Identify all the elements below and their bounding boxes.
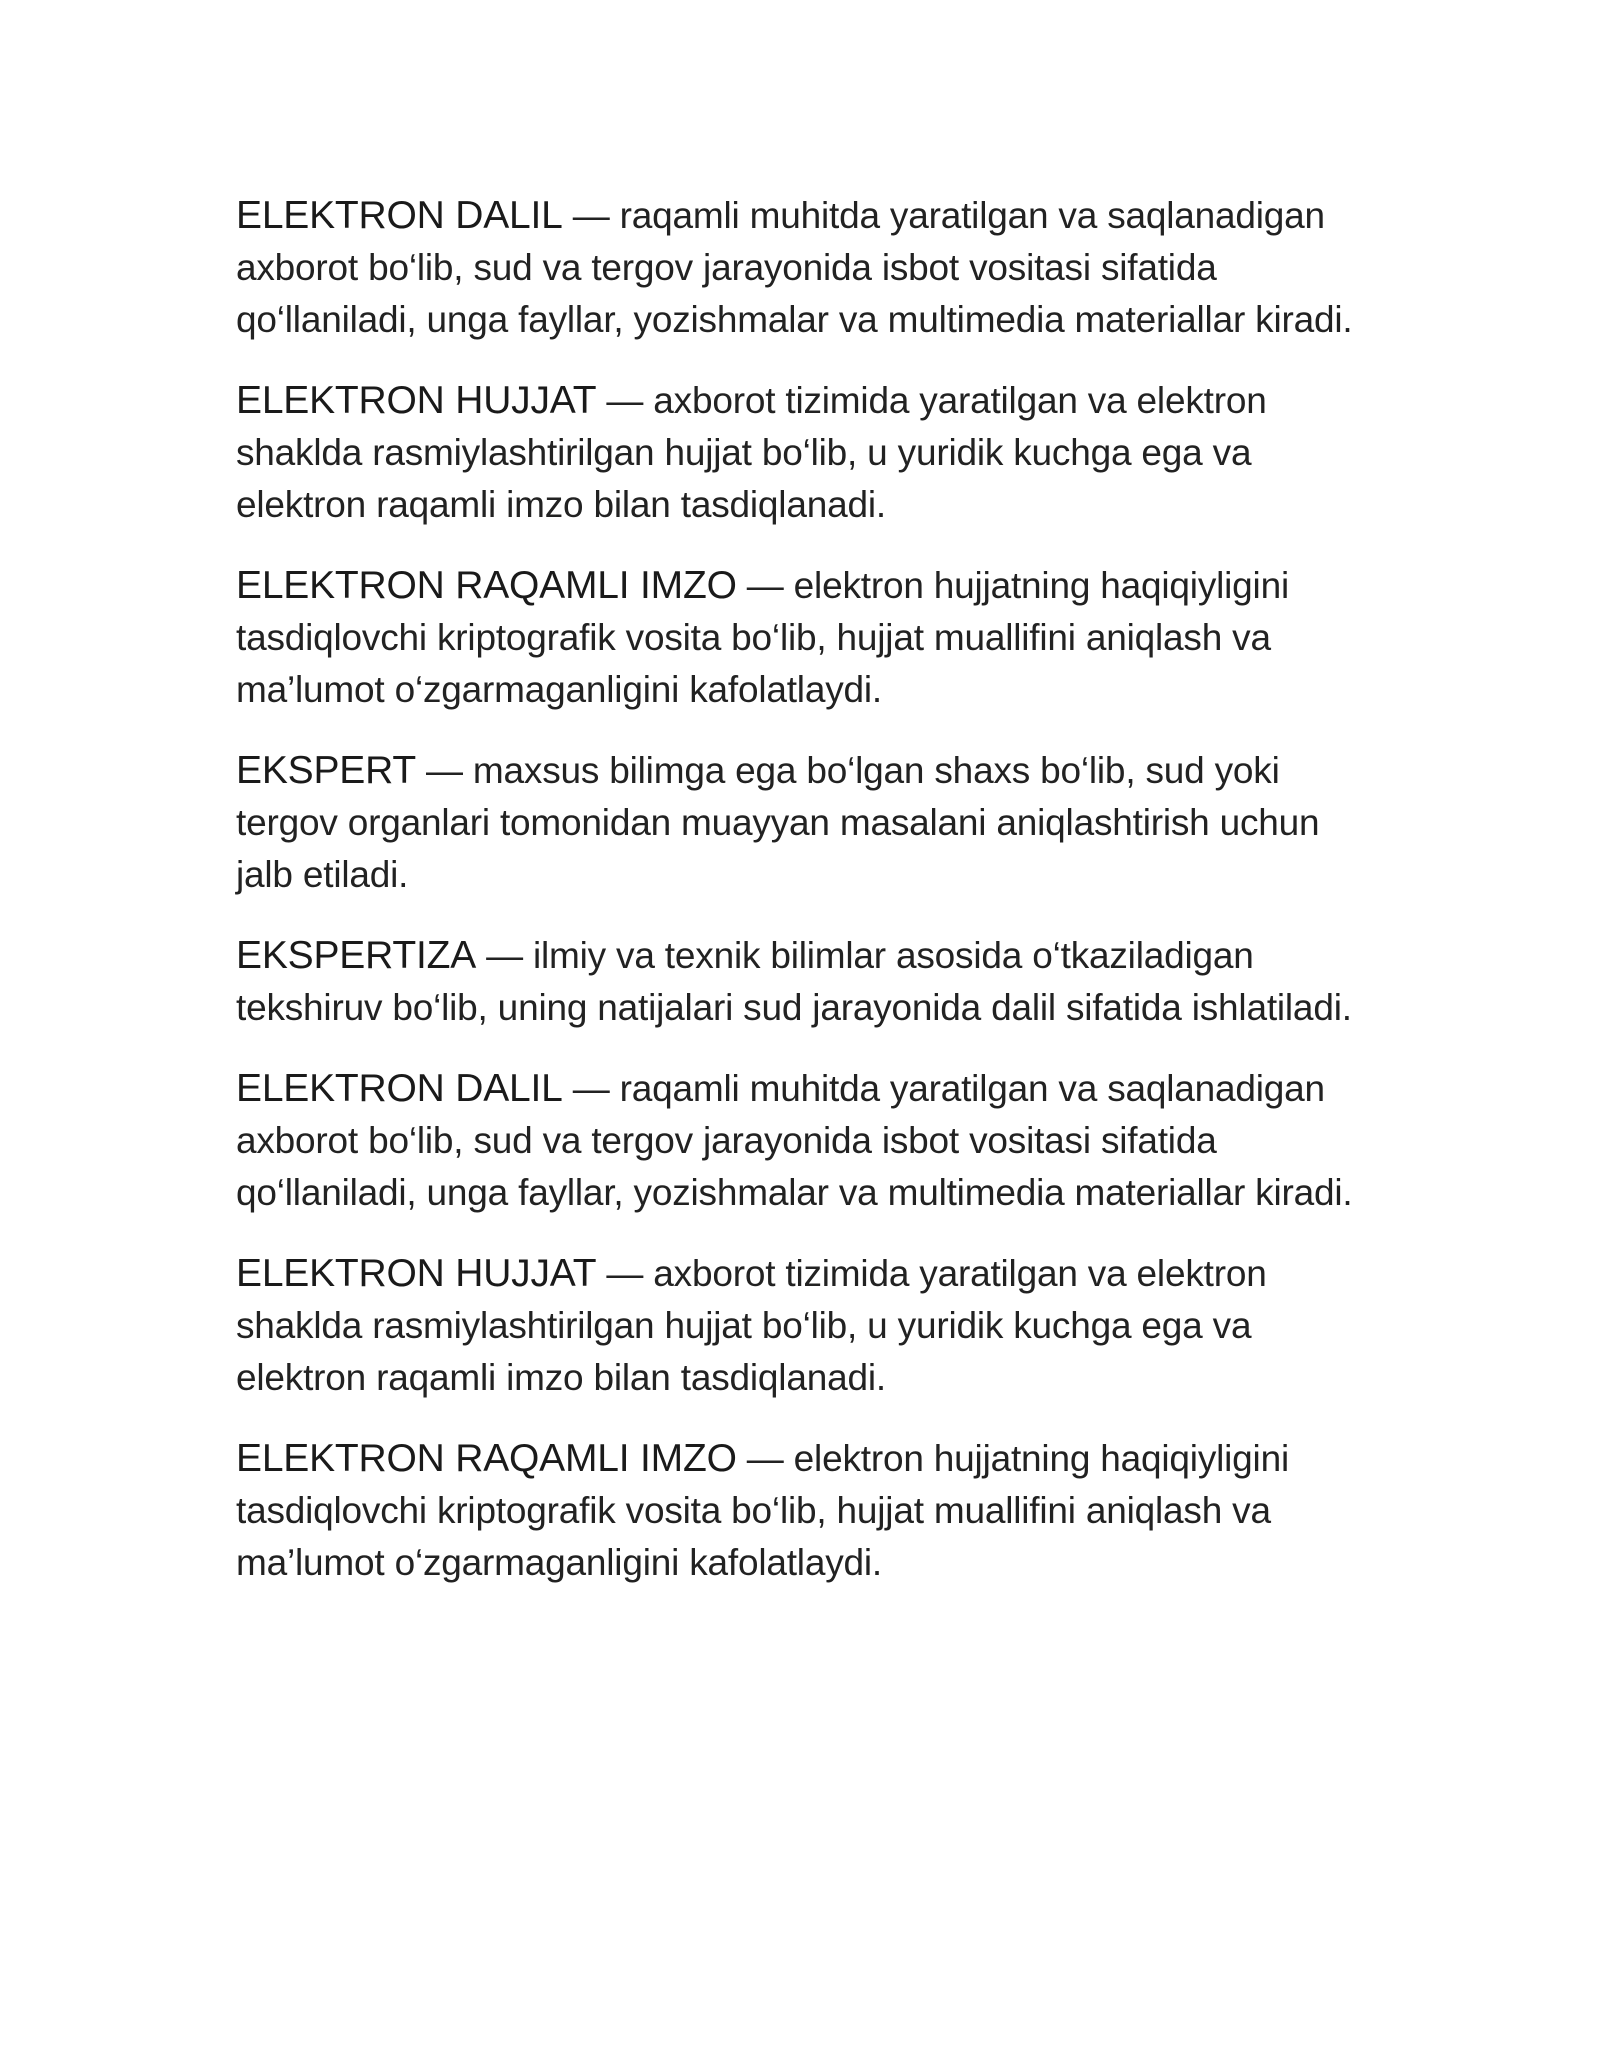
glossary-term: ELEKTRON DALIL xyxy=(236,1067,563,1110)
glossary-definition: — maxsus bilimga ega bo‘lgan shaxs bo‘lib, sud yoki tergov organlari tomonidan muayyan masalani aniqlashtirish uchun jalb etiladi. xyxy=(236,750,1320,895)
glossary-entry xyxy=(236,745,1386,901)
document-page xyxy=(236,190,1386,1618)
glossary-definition: — axborot tizimida yaratilgan va elektron shaklda rasmiylashtirilgan hujjat bo‘lib, u yuridik kuchga ega va elektron raqamli imzo bilan tasdiqlanadi. xyxy=(236,380,1267,525)
glossary-term: ELEKTRON RAQAMLI IMZO xyxy=(236,564,737,607)
glossary-entry xyxy=(236,1433,1386,1589)
glossary-definition: — raqamli muhitda yaratilgan va saqlanadigan axborot bo‘lib, sud va tergov jarayonida isbot vositasi sifatida qo‘llaniladi, unga fayllar, yozishmalar va multimedia materiallar kiradi. xyxy=(236,195,1353,340)
glossary-entry xyxy=(236,1063,1386,1219)
glossary-term: ELEKTRON HUJJAT xyxy=(236,379,597,422)
glossary-term: ELEKTRON HUJJAT xyxy=(236,1252,597,1295)
glossary-term: EKSPERTIZA xyxy=(236,934,477,977)
glossary-entry xyxy=(236,1248,1386,1404)
glossary-definition: — ilmiy va texnik bilimlar asosida o‘tkaziladigan tekshiruv bo‘lib, uning natijalari sud jarayonida dalil sifatida ishlatiladi. xyxy=(236,935,1352,1028)
glossary-term: EKSPERT xyxy=(236,749,416,792)
glossary-entry xyxy=(236,375,1386,531)
glossary-term: ELEKTRON RAQAMLI IMZO xyxy=(236,1437,737,1480)
glossary-term: ELEKTRON DALIL xyxy=(236,194,563,237)
glossary-definition: — elektron hujjatning haqiqiyligini tasdiqlovchi kriptografik vosita bo‘lib, hujjat muallifini aniqlash va ma’lumot o‘zgarmaganligini kafolatlaydi. xyxy=(236,565,1289,710)
glossary-definition: — raqamli muhitda yaratilgan va saqlanadigan axborot bo‘lib, sud va tergov jarayonida isbot vositasi sifatida qo‘llaniladi, unga fayllar, yozishmalar va multimedia materiallar kiradi. xyxy=(236,1068,1353,1213)
glossary-definition: — axborot tizimida yaratilgan va elektron shaklda rasmiylashtirilgan hujjat bo‘lib, u yuridik kuchga ega va elektron raqamli imzo bilan tasdiqlanadi. xyxy=(236,1253,1267,1398)
glossary-entry xyxy=(236,560,1386,716)
glossary-entry xyxy=(236,190,1386,346)
glossary-definition: — elektron hujjatning haqiqiyligini tasdiqlovchi kriptografik vosita bo‘lib, hujjat muallifini aniqlash va ma’lumot o‘zgarmaganligini kafolatlaydi. xyxy=(236,1438,1289,1583)
glossary-entry xyxy=(236,930,1386,1034)
